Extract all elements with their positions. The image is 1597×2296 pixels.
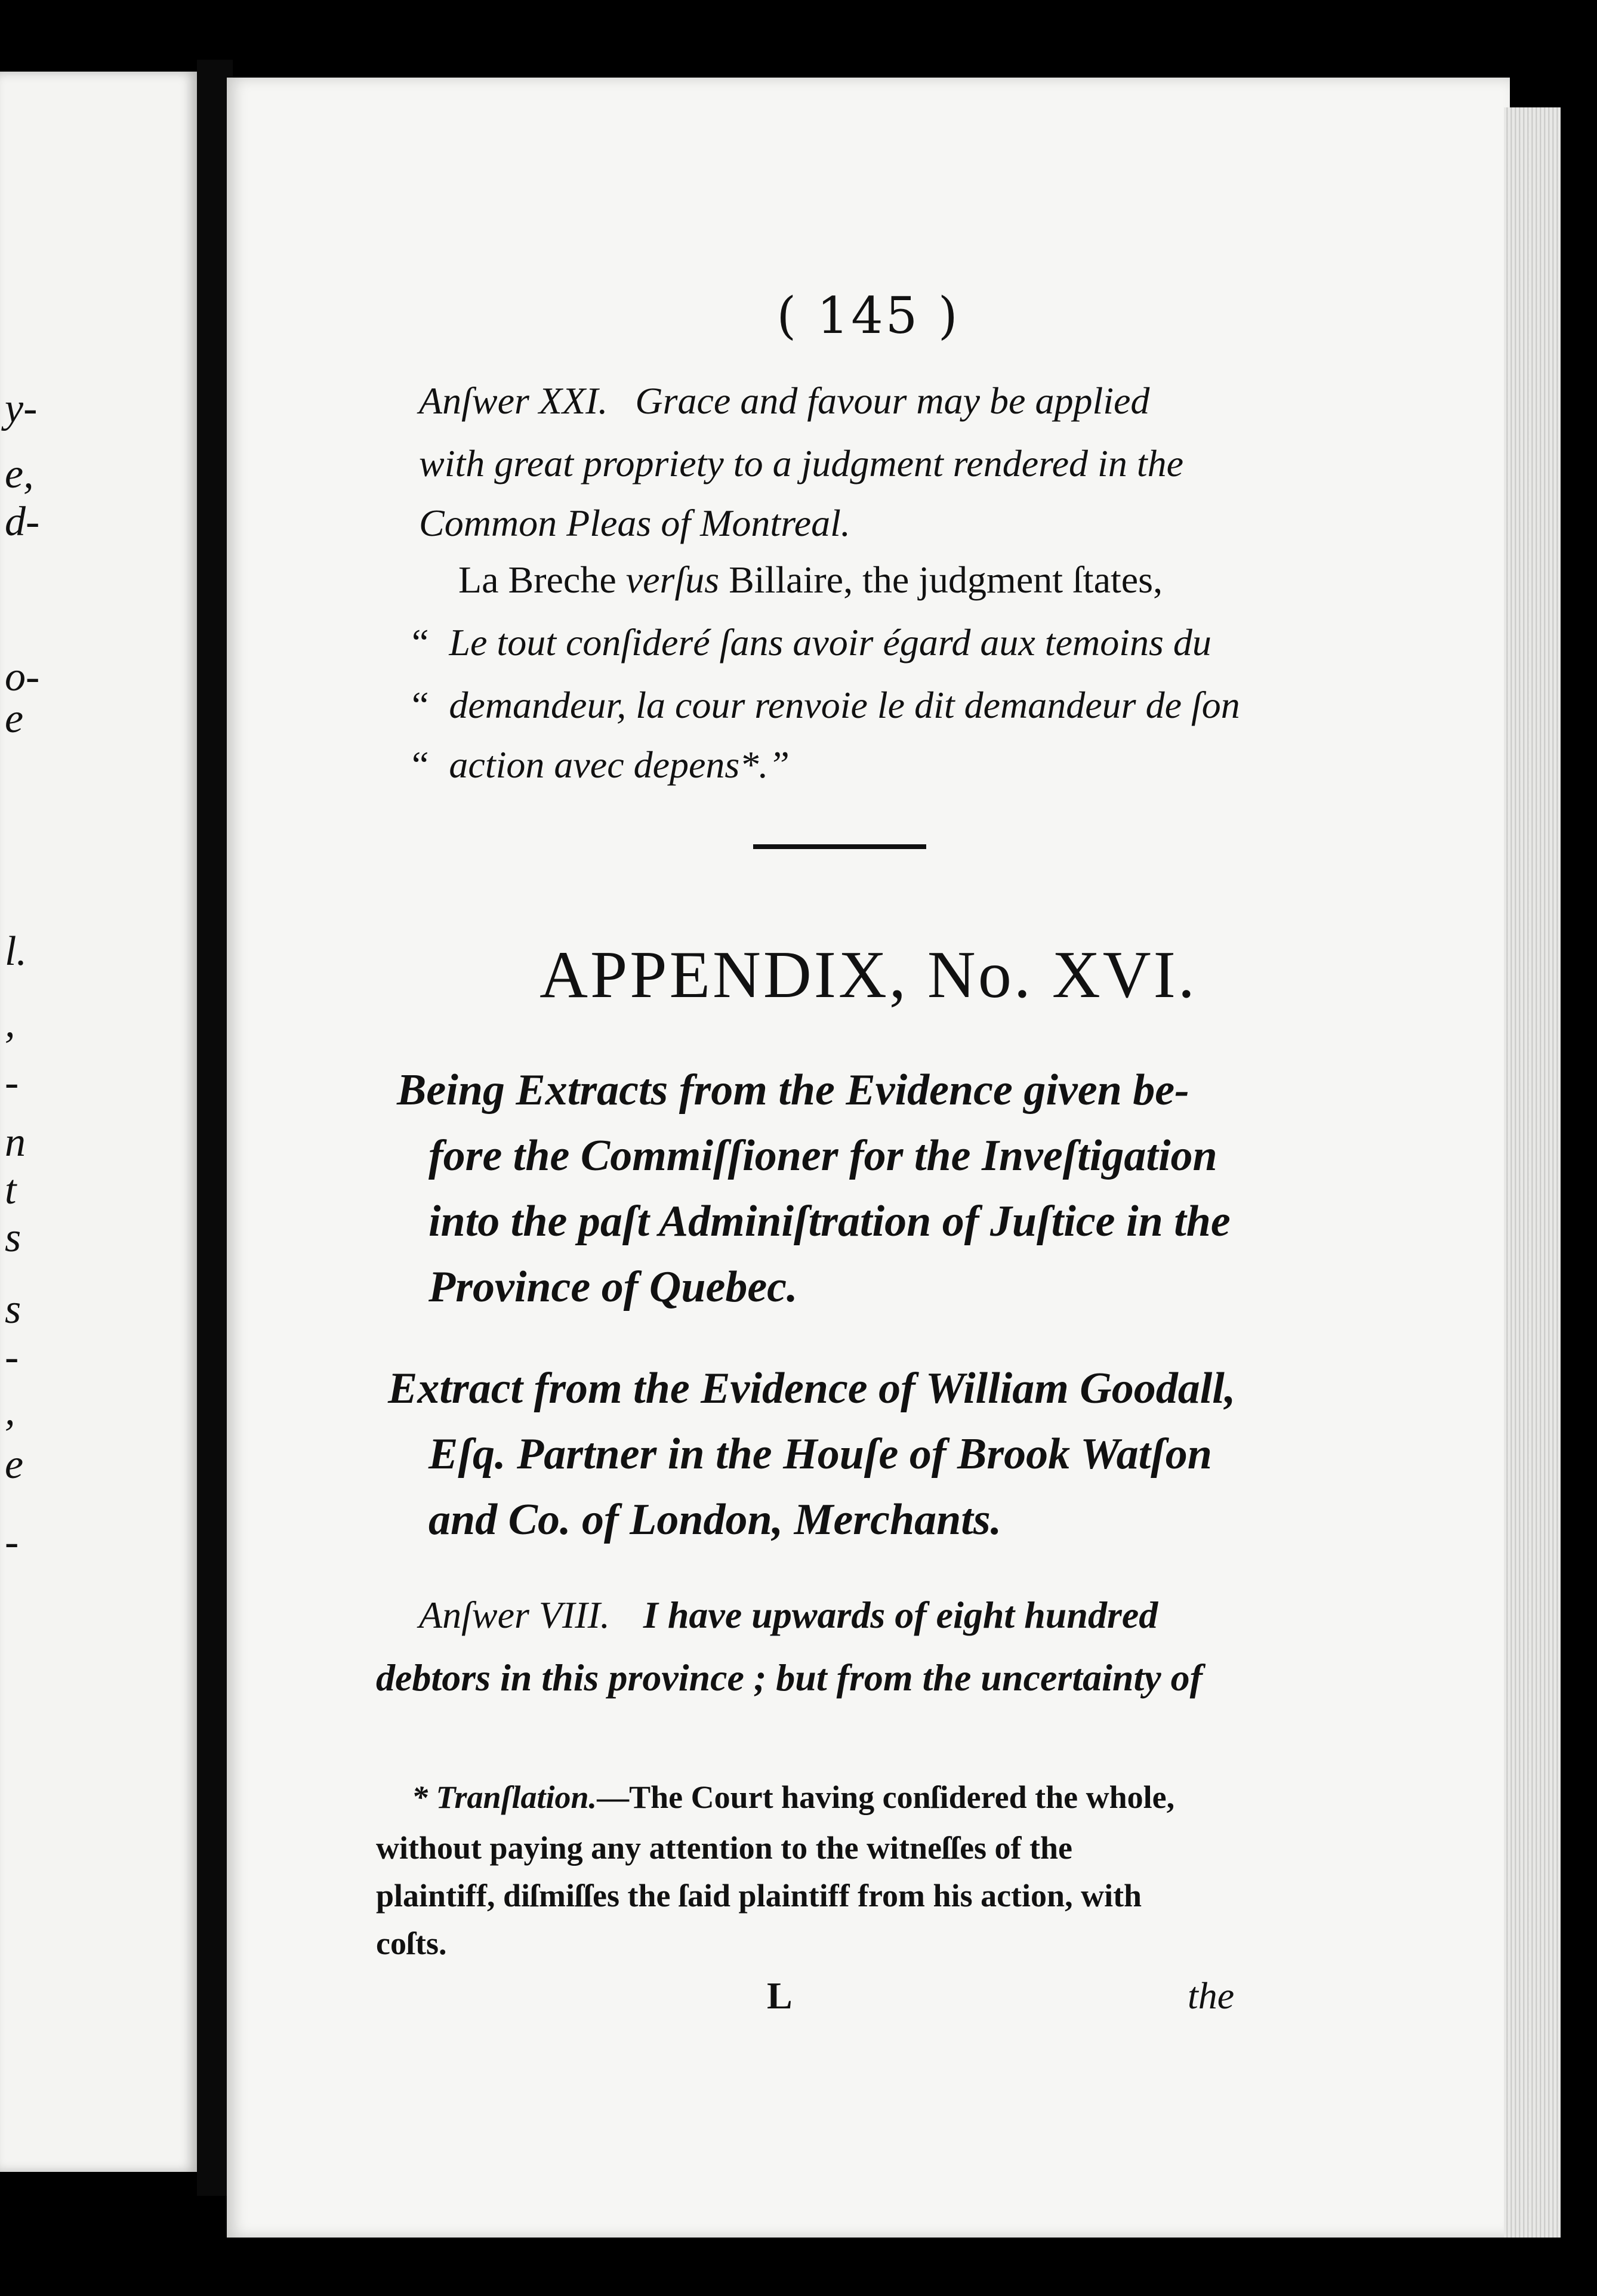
footnote-line-2: without paying any attention to the witneſſes of the [376,1830,1073,1866]
intro-line-2: fore the Commiſſioner for the Inveſtigation [428,1131,1217,1180]
footnote-line-4: coſts. [376,1925,447,1961]
answer-21-text: Grace and favour may be applied [635,379,1150,422]
case-versus: verſus [625,558,720,601]
quote-text-3: action avec depens*.” [449,743,790,786]
continuation-quote-mark: “ [412,684,429,726]
extract-line-3: and Co. of London, Merchants. [428,1495,1002,1544]
edge-fragment: - [5,1519,19,1565]
page-fore-edge [1504,107,1561,2238]
answer-21-line-1 [419,379,1343,422]
edge-fragment: - [5,1060,19,1106]
intro-line-4: Province of Quebec. [428,1263,798,1311]
continuation-quote-mark: “ [412,743,429,786]
footnote-text-1: —The Court having conſidered the whole, [597,1779,1175,1815]
footnote-label: * Tranſlation. [412,1779,597,1815]
left-page [0,72,197,2172]
intro-line-1: Being Extracts from the Evidence given be- [397,1066,1189,1115]
edge-fragment: o- [5,654,40,700]
right-page [227,78,1510,2238]
edge-fragment: y- [5,385,38,431]
edge-fragment: n [5,1119,26,1165]
edge-fragment: s [5,1215,21,1261]
catchword: the [1188,1974,1235,2017]
quote-line-3 [412,743,790,786]
answer-8-line-2: debtors in this province ; but from the uncertainty of [376,1656,1203,1699]
edge-fragment: e [5,696,24,742]
extract-line-1: Extract from the Evidence of William Goodall, [388,1364,1236,1413]
edge-fragment: e [5,1442,24,1488]
answer-21-line-3: Common Pleas of Montreal. [419,502,850,544]
appendix-heading: APPENDIX, No. XVI. [539,938,1197,1012]
section-divider-rule [753,844,926,849]
intro-line-3: into the paſt Adminiſtration of Juſtice in the [428,1197,1231,1246]
open-quote-mark: “ [412,621,429,664]
quote-text-2: demandeur, la cour renvoie le dit demandeur de ſon [449,684,1240,726]
edge-fragment: t [5,1167,17,1213]
case-line-1 [458,558,1348,601]
answer-8-text: I have upwards of eight hundred [643,1594,1158,1636]
left-page-edge-text [0,72,40,2172]
edge-fragment: , [5,1388,16,1434]
edge-fragment: , [5,1000,16,1046]
footnote-line-1 [412,1781,1307,1813]
page-content [227,78,1510,2238]
edge-fragment: d- [5,499,40,545]
case-parties-b: Billaire, the judgment ſtates, [719,558,1163,601]
answer-21-line-2: with great propriety to a judgment rendered in the [419,442,1183,484]
quote-line-2 [412,686,1349,724]
answer-21-label: Anſwer XXI. [419,379,608,422]
quote-line-1 [412,621,1349,664]
case-parties-a: La Breche [458,558,626,601]
edge-fragment: s [5,1286,21,1332]
footnote-line-3: plaintiff, diſmiſſes the ſaid plaintiff from his action, with [376,1878,1142,1914]
answer-8-line-1 [419,1596,1308,1634]
edge-fragment: l. [5,928,27,974]
page-number: ( 145 ) [776,286,960,345]
quote-text-1: Le tout conſideré ſans avoir égard aux temoins du [449,621,1211,664]
answer-8-label: Anſwer VIII. [419,1594,610,1636]
edge-fragment: - [5,1334,19,1380]
signature-mark: L [767,1974,793,2017]
edge-fragment: e, [5,451,34,497]
extract-line-2: Eſq. Partner in the Houſe of Brook Watſon [428,1430,1212,1479]
